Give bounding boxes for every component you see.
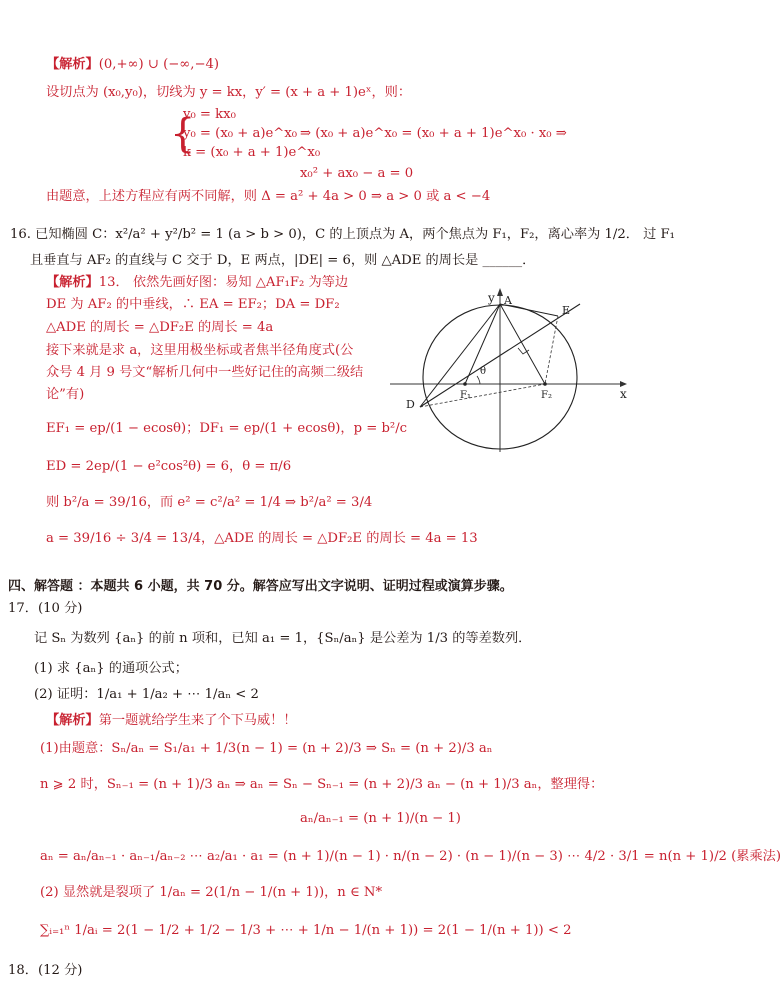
label-E: E	[562, 304, 571, 317]
q16-stem-line1: 16. 已知椭圆 C：x²/a² + y²/b² = 1 (a > b > 0)，C 的上顶点为 A，两个焦点为 F₁，F₂，离心率为 1/2． 过 F₁	[10, 227, 675, 242]
system-eq3: k = (x₀ + a + 1)e^x₀	[183, 145, 321, 160]
segment-AF2	[500, 304, 545, 384]
q17-number: 17．(10 分)	[8, 601, 83, 616]
formula-result: a = 39/16 ÷ 3/4 = 13/4，△ADE 的周长 = △DF₂E 的周长 = 4a = 13	[46, 531, 478, 546]
y-axis-arrow-icon	[497, 288, 503, 296]
q17-part2: (2) 证明：1/a₁ + 1/a₂ + ⋯ 1/aₙ < 2	[34, 687, 259, 702]
q17-stem: 记 Sₙ 为数列 {aₙ} 的前 n 项和，已知 a₁ = 1，{Sₙ/aₙ} 是公差为 1/3 的等差数列．	[34, 631, 532, 646]
formula-chord-length: ED = 2ep/(1 − e²cos²θ) = 6，θ = π/6	[46, 459, 292, 474]
q18-number: 18．(12 分)	[8, 963, 83, 978]
point-F2	[543, 382, 547, 386]
solution-product	[40, 848, 781, 866]
analysis-17-comment: 第一题就给学生来了个下马威！！	[98, 713, 297, 728]
label-D: D	[406, 398, 415, 411]
analysis-16-line4: 接下来就是求 a，这里用极坐标或者焦半径角度式(公	[46, 343, 354, 358]
system-eq2: y₀ = (x₀ + a)e^x₀	[183, 126, 298, 141]
section-heading: 四、解答题 ：本题共 6 小题，共 70 分。解答应写出文字说明、证明过程或演算步骤。	[8, 579, 513, 594]
segment-EF2	[545, 316, 558, 384]
solution-step3: (2) 显然就是裂项了 1/aₙ = 2(1/n − 1/(n + 1))，n ∈ N*	[40, 885, 383, 900]
label-y: y	[488, 291, 495, 305]
analysis-15-line1: 设切点为 (x₀,y₀)，切线为 y = kx，y′ = (x + a + 1)eˣ，则：	[46, 85, 412, 100]
q17-part1: (1) 求 {aₙ} 的通项公式；	[34, 661, 188, 676]
solution-step1: (1)由题意：Sₙ/aₙ = S₁/a₁ + 1/3(n − 1) = (n + 2)/3 ⇒ Sₙ = (n + 2)/3 aₙ	[40, 741, 493, 756]
system-brace: {	[170, 111, 196, 157]
label-A: A	[504, 294, 512, 307]
label-theta: θ	[480, 366, 487, 377]
solution-step2: n ⩾ 2 时，Sₙ₋₁ = (n + 1)/3 aₙ ⇒ aₙ = Sₙ − Sₙ₋₁ = (n + 2)/3 aₙ − (n + 1)/3 aₙ，整理得：	[40, 777, 604, 792]
ellipse-figure	[380, 282, 640, 457]
system-implication: ⇒ (x₀ + a)e^x₀ = (x₀ + a + 1)e^x₀ · x₀ ⇒	[300, 126, 567, 141]
solution-product-note: (累乘法)	[731, 849, 781, 864]
analysis-tag: 【解析】	[46, 57, 99, 72]
solution-sum: ∑ᵢ₌₁ⁿ 1/aᵢ = 2(1 − 1/2 + 1/2 − 1/3 + ⋯ + 1/n − 1/(n + 1)) = 2(1 − 1/(n + 1)) < 2	[40, 923, 572, 938]
analysis-tag: 【解析】	[46, 713, 99, 728]
analysis-16-line1: 13． 依然先画好图：易知 △AF₁F₂ 为等边	[98, 275, 349, 290]
label-F2: F₂	[541, 390, 552, 401]
formula-focal-radius: EF₁ = ep/(1 − ecosθ)；DF₁ = ep/(1 + ecosθ)，p = b²/c	[46, 421, 408, 436]
analysis-15-conclusion: 由题意，上述方程应有两不同解，则 Δ = a² + 4a > 0 ⇒ a > 0 或 a < −4	[46, 189, 491, 204]
analysis-16-line2: DE 为 AF₂ 的中垂线，∴ EA = EF₂；DA = DF₂	[46, 297, 340, 312]
quadratic-eq: x₀² + ax₀ − a = 0	[300, 166, 414, 181]
analysis-16-line5: 众号 4 月 9 号文“解析几何中一些好记住的高频二级结	[46, 365, 364, 380]
point-F1	[463, 382, 467, 386]
analysis-16-line3: △ADE 的周长 = △DF₂E 的周长 = 4a	[46, 320, 274, 335]
analysis-tag: 【解析】	[46, 275, 99, 290]
solution-product-formula: aₙ = aₙ/aₙ₋₁ · aₙ₋₁/aₙ₋₂ ⋯ a₂/a₁ · a₁ = (n + 1)/(n − 1) · n/(n − 2) · (n − 1)/(n − 3) ⋯ 4/2 · 3/1 = n(n + 1)/2	[40, 849, 727, 864]
label-x: x	[620, 387, 627, 401]
system-eq1: y₀ = kx₀	[183, 107, 236, 122]
analysis-16	[46, 274, 348, 292]
q16-stem-line2: 且垂直与 AF₂ 的直线与 C 交于 D，E 两点，|DE| = 6，则 △ADE 的周长是 ______．	[30, 253, 536, 268]
solution-ratio: aₙ/aₙ₋₁ = (n + 1)/(n − 1)	[300, 811, 461, 826]
label-F1: F₁	[460, 390, 471, 401]
analysis-17	[46, 712, 297, 730]
angle-arc	[477, 376, 480, 384]
analysis-16-line6: 论”有)	[46, 387, 85, 402]
analysis-15	[46, 56, 219, 74]
answer-15: (0,+∞) ∪ (−∞,−4)	[98, 57, 220, 72]
formula-ratio: 则 b²/a = 39/16，而 e² = c²/a² = 1/4 ⇒ b²/a² = 3/4	[46, 495, 373, 510]
